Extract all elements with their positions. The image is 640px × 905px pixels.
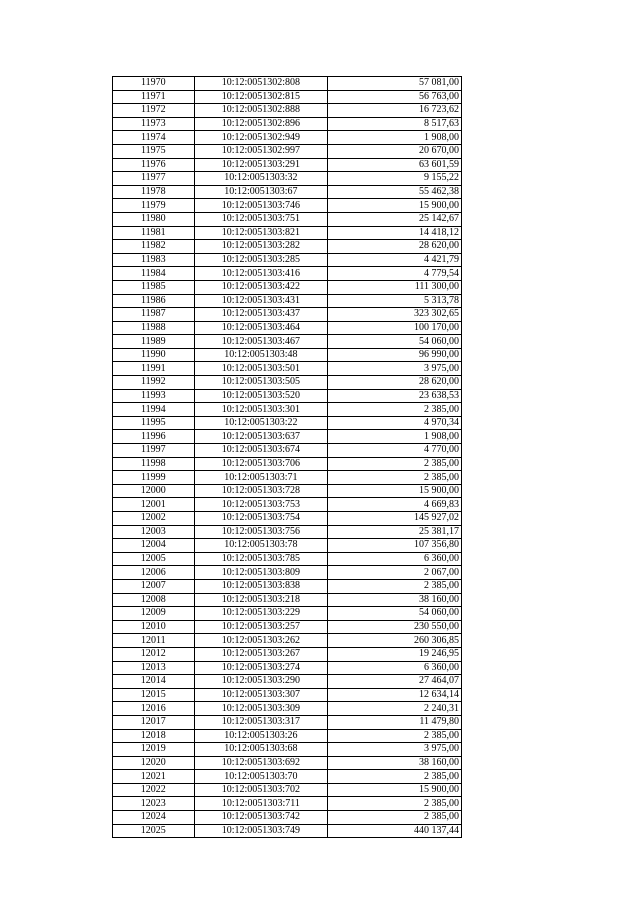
cadastral-number-cell: 10:12:0051303:467 <box>194 335 328 349</box>
table-row <box>113 498 462 512</box>
cadastral-number-cell: 10:12:0051303:728 <box>194 484 328 498</box>
row-number-cell: 11985 <box>113 280 195 294</box>
table-row <box>113 471 462 485</box>
row-number-cell: 11971 <box>113 90 195 104</box>
table-row <box>113 185 462 199</box>
amount-cell: 27 464,07 <box>328 675 462 689</box>
row-number-cell: 11973 <box>113 117 195 131</box>
row-number-cell: 12013 <box>113 661 195 675</box>
cadastral-number-cell: 10:12:0051303:309 <box>194 702 328 716</box>
amount-cell: 96 990,00 <box>328 348 462 362</box>
cadastral-number-cell: 10:12:0051303:809 <box>194 566 328 580</box>
cadastral-number-cell: 10:12:0051303:501 <box>194 362 328 376</box>
row-number-cell: 11988 <box>113 321 195 335</box>
table-row <box>113 158 462 172</box>
cadastral-number-cell: 10:12:0051303:290 <box>194 675 328 689</box>
row-number-cell: 12019 <box>113 743 195 757</box>
table-row <box>113 593 462 607</box>
data-table <box>112 76 462 838</box>
cadastral-number-cell: 10:12:0051303:48 <box>194 348 328 362</box>
cadastral-number-cell: 10:12:0051303:692 <box>194 756 328 770</box>
cadastral-number-cell: 10:12:0051303:307 <box>194 688 328 702</box>
table-row <box>113 783 462 797</box>
amount-cell: 6 360,00 <box>328 552 462 566</box>
cadastral-number-cell: 10:12:0051303:285 <box>194 253 328 267</box>
row-number-cell: 11974 <box>113 131 195 145</box>
table-row <box>113 294 462 308</box>
amount-cell: 2 385,00 <box>328 770 462 784</box>
table-row <box>113 512 462 526</box>
row-number-cell: 11977 <box>113 172 195 186</box>
amount-cell: 6 360,00 <box>328 661 462 675</box>
cadastral-number-cell: 10:12:0051303:71 <box>194 471 328 485</box>
row-number-cell: 12009 <box>113 607 195 621</box>
row-number-cell: 11976 <box>113 158 195 172</box>
amount-cell: 38 160,00 <box>328 756 462 770</box>
cadastral-number-cell: 10:12:0051303:67 <box>194 185 328 199</box>
table-row <box>113 389 462 403</box>
row-number-cell: 11981 <box>113 226 195 240</box>
amount-cell: 19 246,95 <box>328 647 462 661</box>
row-number-cell: 11984 <box>113 267 195 281</box>
cadastral-number-cell: 10:12:0051303:22 <box>194 416 328 430</box>
table-row <box>113 607 462 621</box>
row-number-cell: 12016 <box>113 702 195 716</box>
cadastral-number-cell: 10:12:0051303:742 <box>194 811 328 825</box>
table-row <box>113 144 462 158</box>
cadastral-number-cell: 10:12:0051303:257 <box>194 620 328 634</box>
amount-cell: 260 306,85 <box>328 634 462 648</box>
table-row <box>113 240 462 254</box>
row-number-cell: 12011 <box>113 634 195 648</box>
row-number-cell: 12020 <box>113 756 195 770</box>
table-row <box>113 797 462 811</box>
amount-cell: 230 550,00 <box>328 620 462 634</box>
cadastral-number-cell: 10:12:0051302:888 <box>194 104 328 118</box>
amount-cell: 25 142,67 <box>328 212 462 226</box>
amount-cell: 2 385,00 <box>328 471 462 485</box>
amount-cell: 4 421,79 <box>328 253 462 267</box>
table-row <box>113 280 462 294</box>
table-row <box>113 335 462 349</box>
amount-cell: 5 313,78 <box>328 294 462 308</box>
table-row <box>113 416 462 430</box>
cadastral-number-cell: 10:12:0051303:821 <box>194 226 328 240</box>
table-row <box>113 715 462 729</box>
row-number-cell: 12015 <box>113 688 195 702</box>
table-row <box>113 172 462 186</box>
row-number-cell: 12004 <box>113 539 195 553</box>
row-number-cell: 11997 <box>113 444 195 458</box>
table-row <box>113 824 462 838</box>
table-row <box>113 675 462 689</box>
cadastral-number-cell: 10:12:0051303:282 <box>194 240 328 254</box>
table-row <box>113 770 462 784</box>
table-row <box>113 104 462 118</box>
row-number-cell: 12021 <box>113 770 195 784</box>
amount-cell: 1 908,00 <box>328 131 462 145</box>
row-number-cell: 12014 <box>113 675 195 689</box>
row-number-cell: 12017 <box>113 715 195 729</box>
cadastral-number-cell: 10:12:0051303:70 <box>194 770 328 784</box>
row-number-cell: 12003 <box>113 525 195 539</box>
row-number-cell: 12006 <box>113 566 195 580</box>
amount-cell: 2 385,00 <box>328 811 462 825</box>
amount-cell: 15 900,00 <box>328 199 462 213</box>
amount-cell: 2 385,00 <box>328 457 462 471</box>
table-row <box>113 199 462 213</box>
row-number-cell: 12018 <box>113 729 195 743</box>
cadastral-number-cell: 10:12:0051303:416 <box>194 267 328 281</box>
table-row <box>113 362 462 376</box>
cadastral-number-cell: 10:12:0051303:746 <box>194 199 328 213</box>
amount-cell: 2 240,31 <box>328 702 462 716</box>
cadastral-number-cell: 10:12:0051303:229 <box>194 607 328 621</box>
row-number-cell: 12008 <box>113 593 195 607</box>
cadastral-number-cell: 10:12:0051303:706 <box>194 457 328 471</box>
table-row <box>113 634 462 648</box>
row-number-cell: 11987 <box>113 308 195 322</box>
amount-cell: 28 620,00 <box>328 376 462 390</box>
table-row <box>113 539 462 553</box>
table-row <box>113 729 462 743</box>
amount-cell: 4 770,00 <box>328 444 462 458</box>
table-row <box>113 376 462 390</box>
table-row <box>113 212 462 226</box>
cadastral-number-cell: 10:12:0051303:702 <box>194 783 328 797</box>
cadastral-number-cell: 10:12:0051303:317 <box>194 715 328 729</box>
cadastral-number-cell: 10:12:0051303:505 <box>194 376 328 390</box>
table-row <box>113 756 462 770</box>
cadastral-number-cell: 10:12:0051303:464 <box>194 321 328 335</box>
amount-cell: 3 975,00 <box>328 743 462 757</box>
table-row <box>113 403 462 417</box>
amount-cell: 20 670,00 <box>328 144 462 158</box>
row-number-cell: 11989 <box>113 335 195 349</box>
table-row <box>113 253 462 267</box>
cadastral-number-cell: 10:12:0051302:815 <box>194 90 328 104</box>
amount-cell: 57 081,00 <box>328 77 462 91</box>
amount-cell: 16 723,62 <box>328 104 462 118</box>
amount-cell: 15 900,00 <box>328 783 462 797</box>
row-number-cell: 12012 <box>113 647 195 661</box>
table-row <box>113 579 462 593</box>
cadastral-number-cell: 10:12:0051302:997 <box>194 144 328 158</box>
cadastral-number-cell: 10:12:0051303:711 <box>194 797 328 811</box>
row-number-cell: 11993 <box>113 389 195 403</box>
cadastral-number-cell: 10:12:0051303:68 <box>194 743 328 757</box>
table-row <box>113 743 462 757</box>
amount-cell: 111 300,00 <box>328 280 462 294</box>
amount-cell: 9 155,22 <box>328 172 462 186</box>
row-number-cell: 11992 <box>113 376 195 390</box>
row-number-cell: 12023 <box>113 797 195 811</box>
table-row <box>113 321 462 335</box>
row-number-cell: 11990 <box>113 348 195 362</box>
table-row <box>113 308 462 322</box>
amount-cell: 54 060,00 <box>328 607 462 621</box>
cadastral-number-cell: 10:12:0051303:26 <box>194 729 328 743</box>
cadastral-number-cell: 10:12:0051303:674 <box>194 444 328 458</box>
table-row <box>113 267 462 281</box>
table-row <box>113 552 462 566</box>
amount-cell: 100 170,00 <box>328 321 462 335</box>
table-body <box>113 77 462 838</box>
cadastral-number-cell: 10:12:0051303:749 <box>194 824 328 838</box>
table-row <box>113 647 462 661</box>
amount-cell: 2 385,00 <box>328 579 462 593</box>
cadastral-number-cell: 10:12:0051302:949 <box>194 131 328 145</box>
row-number-cell: 11996 <box>113 430 195 444</box>
amount-cell: 38 160,00 <box>328 593 462 607</box>
cadastral-number-cell: 10:12:0051303:291 <box>194 158 328 172</box>
cadastral-number-cell: 10:12:0051303:520 <box>194 389 328 403</box>
amount-cell: 15 900,00 <box>328 484 462 498</box>
amount-cell: 1 908,00 <box>328 430 462 444</box>
amount-cell: 54 060,00 <box>328 335 462 349</box>
row-number-cell: 11978 <box>113 185 195 199</box>
row-number-cell: 11986 <box>113 294 195 308</box>
cadastral-number-cell: 10:12:0051303:32 <box>194 172 328 186</box>
row-number-cell: 11991 <box>113 362 195 376</box>
table-row <box>113 457 462 471</box>
cadastral-number-cell: 10:12:0051302:896 <box>194 117 328 131</box>
amount-cell: 107 356,80 <box>328 539 462 553</box>
cadastral-number-cell: 10:12:0051303:753 <box>194 498 328 512</box>
table-row <box>113 566 462 580</box>
cadastral-number-cell: 10:12:0051303:751 <box>194 212 328 226</box>
amount-cell: 11 479,80 <box>328 715 462 729</box>
cadastral-number-cell: 10:12:0051303:301 <box>194 403 328 417</box>
cadastral-number-cell: 10:12:0051303:754 <box>194 512 328 526</box>
amount-cell: 4 669,83 <box>328 498 462 512</box>
amount-cell: 56 763,00 <box>328 90 462 104</box>
cadastral-number-cell: 10:12:0051303:422 <box>194 280 328 294</box>
amount-cell: 4 970,34 <box>328 416 462 430</box>
table-row <box>113 131 462 145</box>
table-row <box>113 117 462 131</box>
table-row <box>113 77 462 91</box>
table-row <box>113 226 462 240</box>
amount-cell: 25 381,17 <box>328 525 462 539</box>
amount-cell: 4 779,54 <box>328 267 462 281</box>
row-number-cell: 12000 <box>113 484 195 498</box>
row-number-cell: 12002 <box>113 512 195 526</box>
table-row <box>113 661 462 675</box>
amount-cell: 2 385,00 <box>328 403 462 417</box>
row-number-cell: 11999 <box>113 471 195 485</box>
cadastral-number-cell: 10:12:0051303:785 <box>194 552 328 566</box>
table-row <box>113 811 462 825</box>
amount-cell: 2 067,00 <box>328 566 462 580</box>
row-number-cell: 11970 <box>113 77 195 91</box>
amount-cell: 63 601,59 <box>328 158 462 172</box>
row-number-cell: 11995 <box>113 416 195 430</box>
row-number-cell: 12007 <box>113 579 195 593</box>
cadastral-number-cell: 10:12:0051303:838 <box>194 579 328 593</box>
amount-cell: 145 927,02 <box>328 512 462 526</box>
cadastral-number-cell: 10:12:0051302:808 <box>194 77 328 91</box>
cadastral-number-cell: 10:12:0051303:78 <box>194 539 328 553</box>
row-number-cell: 11975 <box>113 144 195 158</box>
row-number-cell: 12010 <box>113 620 195 634</box>
cadastral-number-cell: 10:12:0051303:262 <box>194 634 328 648</box>
amount-cell: 23 638,53 <box>328 389 462 403</box>
row-number-cell: 11994 <box>113 403 195 417</box>
row-number-cell: 11998 <box>113 457 195 471</box>
table-row <box>113 525 462 539</box>
row-number-cell: 12001 <box>113 498 195 512</box>
row-number-cell: 11972 <box>113 104 195 118</box>
amount-cell: 28 620,00 <box>328 240 462 254</box>
row-number-cell: 12005 <box>113 552 195 566</box>
cadastral-number-cell: 10:12:0051303:437 <box>194 308 328 322</box>
amount-cell: 323 302,65 <box>328 308 462 322</box>
cadastral-number-cell: 10:12:0051303:637 <box>194 430 328 444</box>
cadastral-number-cell: 10:12:0051303:218 <box>194 593 328 607</box>
table-row <box>113 620 462 634</box>
cadastral-number-cell: 10:12:0051303:274 <box>194 661 328 675</box>
row-number-cell: 12022 <box>113 783 195 797</box>
row-number-cell: 11982 <box>113 240 195 254</box>
table-row <box>113 484 462 498</box>
amount-cell: 2 385,00 <box>328 729 462 743</box>
amount-cell: 3 975,00 <box>328 362 462 376</box>
row-number-cell: 11980 <box>113 212 195 226</box>
row-number-cell: 12024 <box>113 811 195 825</box>
amount-cell: 14 418,12 <box>328 226 462 240</box>
table-row <box>113 444 462 458</box>
row-number-cell: 12025 <box>113 824 195 838</box>
table-row <box>113 688 462 702</box>
table-row <box>113 702 462 716</box>
table-row <box>113 90 462 104</box>
amount-cell: 440 137,44 <box>328 824 462 838</box>
row-number-cell: 11979 <box>113 199 195 213</box>
table-row <box>113 430 462 444</box>
amount-cell: 12 634,14 <box>328 688 462 702</box>
table-row <box>113 348 462 362</box>
cadastral-number-cell: 10:12:0051303:267 <box>194 647 328 661</box>
amount-cell: 8 517,63 <box>328 117 462 131</box>
row-number-cell: 11983 <box>113 253 195 267</box>
cadastral-number-cell: 10:12:0051303:431 <box>194 294 328 308</box>
amount-cell: 2 385,00 <box>328 797 462 811</box>
cadastral-number-cell: 10:12:0051303:756 <box>194 525 328 539</box>
amount-cell: 55 462,38 <box>328 185 462 199</box>
